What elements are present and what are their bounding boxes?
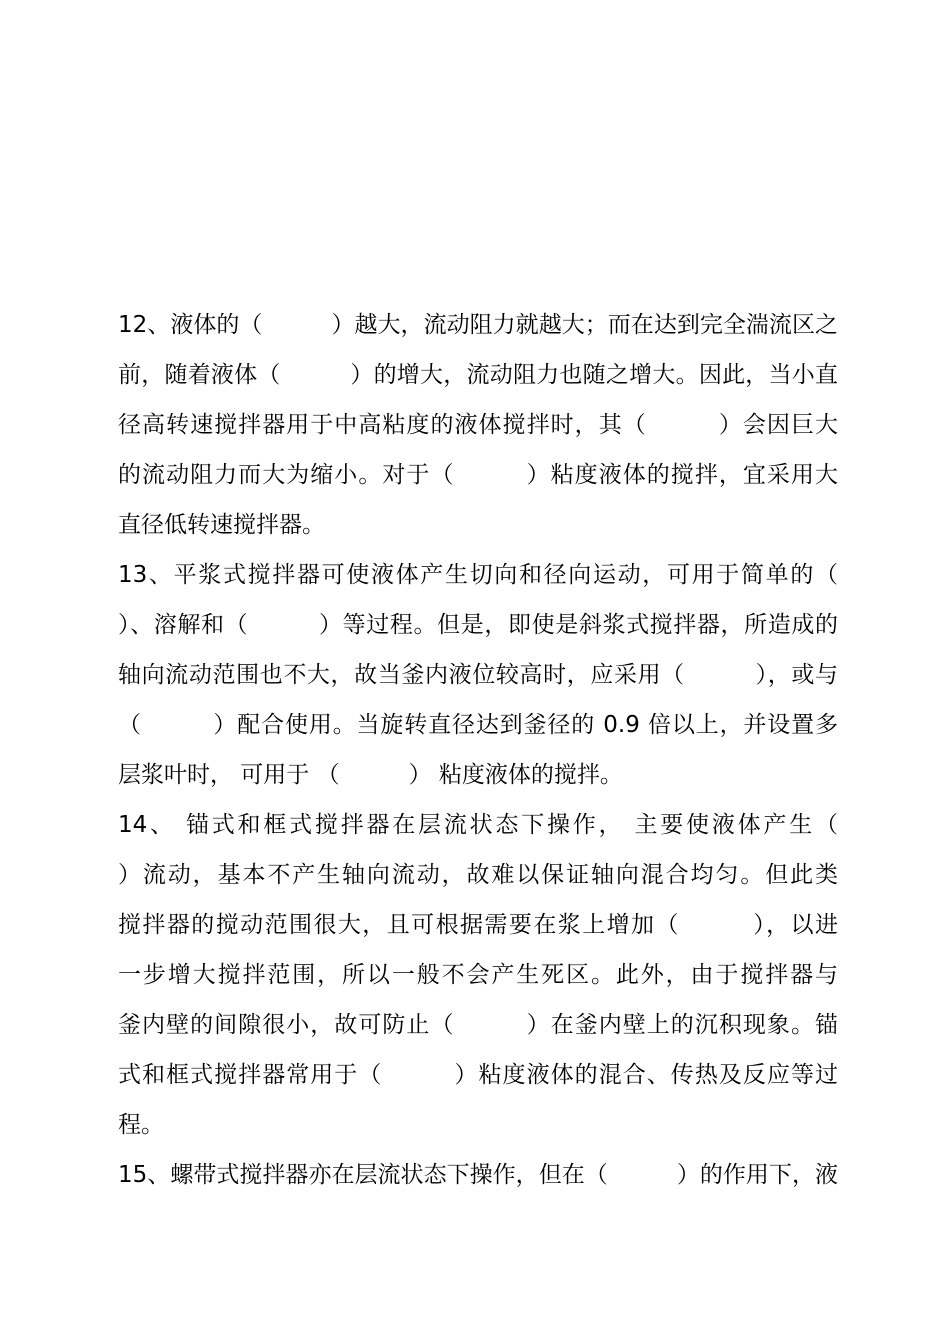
text-line-q12-4: 的流动阻力而大为缩小。对于（ ）粘度液体的搅拌，宜采用大 (118, 462, 838, 488)
question-text-block (118, 300, 838, 1200)
text-line-q13-2: ）、溶解和（ ）等过程。但是，即使是斜浆式搅拌器，所造成的 (118, 612, 838, 638)
text-line-q12-5: 直径低转速搅拌器。 (118, 512, 325, 538)
text-line-q14-1: 14、 锚式和框式搅拌器在层流状态下操作， 主要使液体产生（ (118, 812, 838, 838)
text-line-q12-2: 前，随着液体（ ）的增大，流动阻力也随之增大。因此，当小直 (118, 362, 838, 388)
text-line-q14-2: ）流动，基本不产生轴向流动，故难以保证轴向混合均匀。但此类 (118, 862, 838, 888)
text-line-q12-3: 径高转速搅拌器用于中高粘度的液体搅拌时，其（ ）会因巨大 (118, 412, 838, 438)
text-line-q13-1: 13、平浆式搅拌器可使液体产生切向和径向运动，可用于简单的（ (118, 562, 838, 588)
text-line-q14-7: 程。 (118, 1112, 164, 1138)
text-line-q14-4: 一步增大搅拌范围，所以一般不会产生死区。此外，由于搅拌器与 (118, 962, 838, 988)
text-line-q15-1: 15、螺带式搅拌器亦在层流状态下操作，但在（ ）的作用下，液 (118, 1162, 838, 1188)
text-line-q13-4: （ ）配合使用。当旋转直径达到釜径的 0.9 倍以上，并设置多 (118, 712, 838, 738)
text-line-q14-5: 釜内壁的间隙很小，故可防止（ ）在釜内壁上的沉积现象。锚 (118, 1012, 838, 1038)
text-line-q14-3: 搅拌器的搅动范围很大，且可根据需要在浆上增加（ ），以进 (118, 912, 838, 938)
text-line-q13-3: 轴向流动范围也不大，故当釜内液位较高时，应采用（ ），或与 (118, 662, 838, 688)
text-line-q13-5: 层浆叶时， 可用于 （ ） 粘度液体的搅拌。 (118, 762, 623, 788)
text-line-q14-6: 式和框式搅拌器常用于（ ）粘度液体的混合、传热及反应等过 (118, 1062, 838, 1088)
text-line-q12-1: 12、液体的（ ）越大，流动阻力就越大；而在达到完全湍流区之 (118, 312, 838, 338)
